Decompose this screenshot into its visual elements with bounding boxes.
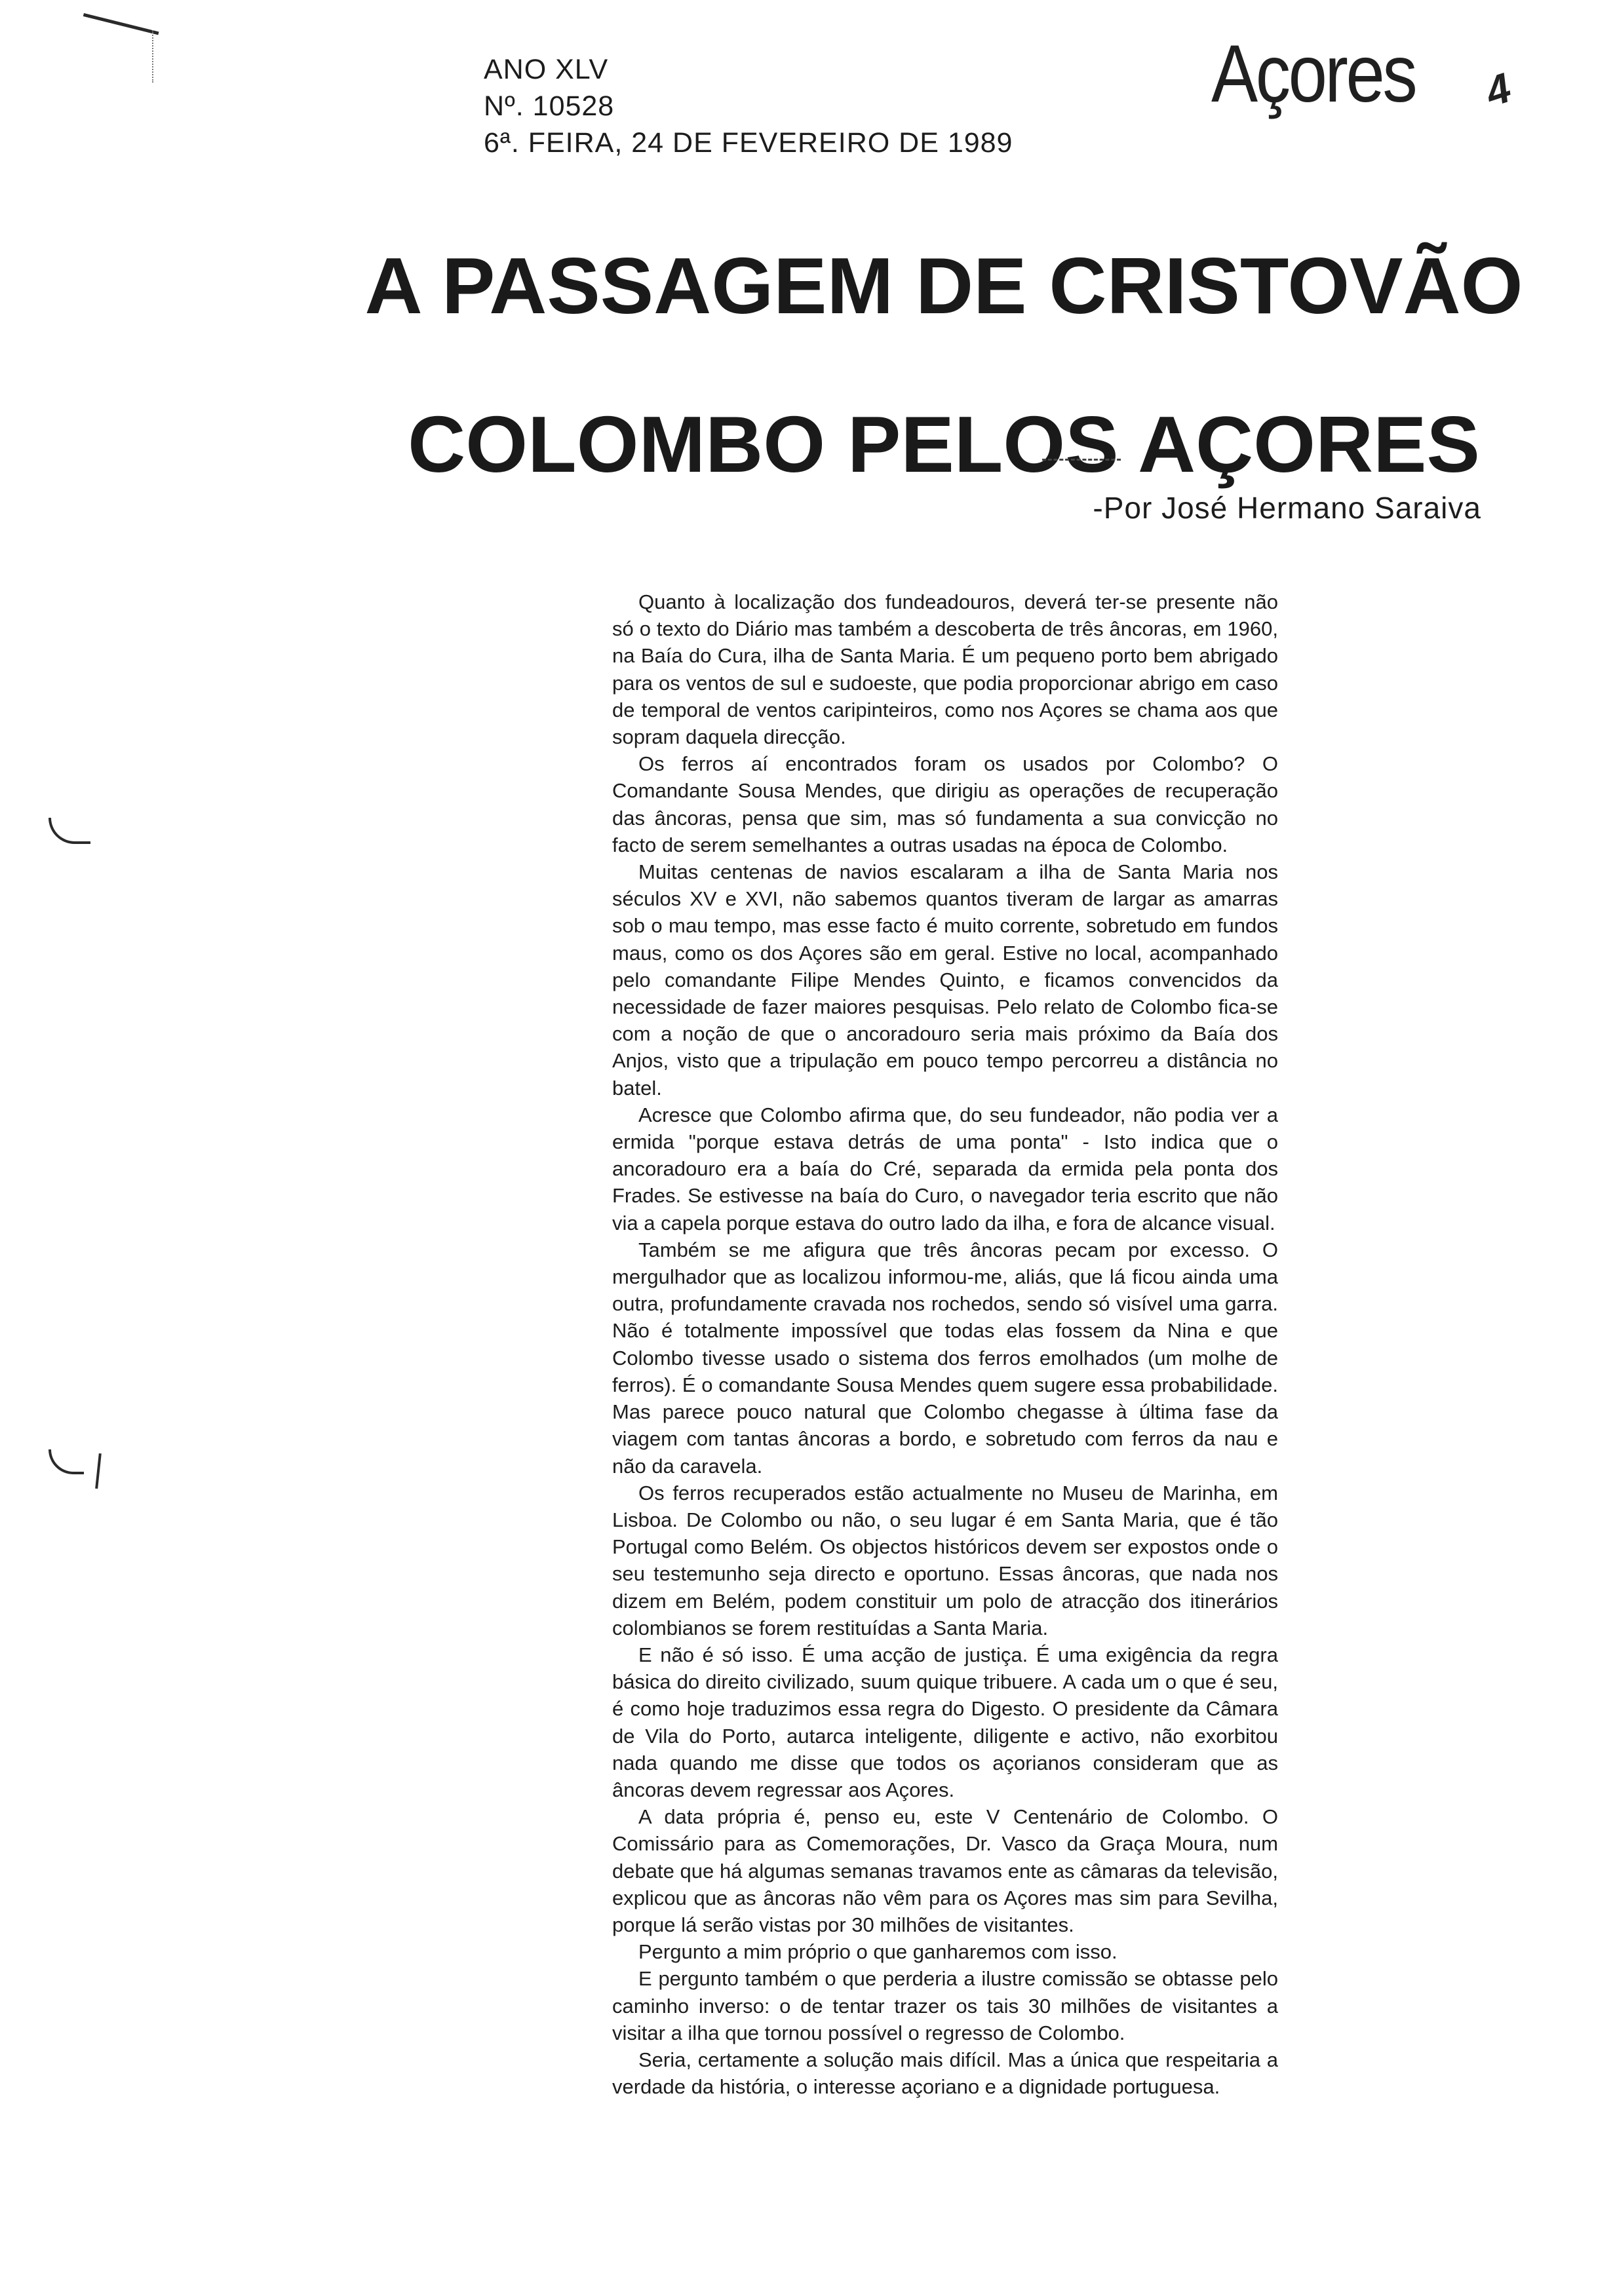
- paragraph: E não é só isso. É uma acção de justiça. É uma exigência da regra básica do direito civilizado, suum quique tribuere. A cada um o que é seu, é como hoje traduzimos essa regra do Digesto. O presidente da Câmara de Vila do Porto, autarca inteligente, diligente e activo, não exorbitou nada quando me disse que todos os açorianos consideram que as âncoras devem regressar aos Açores.: [612, 1643, 1278, 1801]
- binding-mark-left: [49, 818, 90, 844]
- masthead-year: ANO XLV: [484, 54, 609, 85]
- paragraph: A data própria é, penso eu, este V Centenário de Colombo. O Comissário para as Comemorações, Dr. Vasco da Graça Moura, num debate que há algumas semanas travamos ente as câmaras da televisão, explicou que as âncoras não vêm para os Açores mas sim para Sevilha, porque lá serão vistas por 30 milhões de visitantes.: [612, 1805, 1278, 1936]
- paragraph: Pergunto a mim próprio o que ganharemos com isso.: [638, 1940, 1118, 1964]
- paragraph: Quanto à localização dos fundeadouros, deverá ter-se presente não só o texto do Diário mas também a descoberta de três âncoras, em 1960, na Baía do Cura, ilha de Santa Maria. É um pequeno porto bem abrigado para os ventos de sul e sudoeste, que podia proporcionar abrigo em caso de temporal de ventos caripinteiros, como nos Açores se chama aos que sopram daquela direcção.: [612, 590, 1278, 749]
- paragraph: E pergunto também o que perderia a ilustre comissão se obtasse pelo caminho inverso: o de tentar trazer os tais 30 milhões de visitantes a visitar a ilha que tornou possível o regresso de Colombo.: [612, 1967, 1278, 2044]
- article-byline: -Por José Hermano Saraiva: [1093, 491, 1481, 525]
- paragraph: Os ferros recuperados estão actualmente no Museu de Marinha, em Lisboa. De Colombo ou não, o seu lugar é em Santa Maria, que é tão Portugal como Belém. Os objectos históricos devem ser expostos onde o seu testemunho seja directo e oportuno. Essas âncoras, que nada nos dizem em Belém, podem constituir um polo de atracção dos itinerários colombianos se forem restituídas a Santa Maria.: [612, 1481, 1278, 1639]
- masthead-date: 6ª. FEIRA, 24 DE FEVEREIRO DE 1989: [484, 127, 1013, 159]
- article-headline: [354, 206, 1534, 524]
- masthead-info: [484, 51, 1013, 161]
- paragraph: Acresce que Colombo afirma que, do seu fundeador, não podia ver a ermida "porque estava detrás de uma ponta" - Isto indica que o ancoradouro era a baía do Cré, separada da ermida pela ponta dos Frades. Se estivesse na baía do Curo, o navegador teria escrito que não via a capela porque estava do outro lado da ilha, e fora de alcance visual.: [612, 1103, 1278, 1234]
- paragraph: Também se me afigura que três âncoras pecam por excesso. O mergulhador que as localizou informou-me, aliás, que lá ficou ainda uma outra, profundamente cravada nos rochedos, sendo só visível uma garra. Não é totalmente impossível que todas elas fossem da Nina e que Colombo tivesse usado o sistema dos ferros emolhados (um molhe de ferros). É o comandante Sousa Mendes quem sugere essa probabilidade. Mas parece pouco natural que Colombo chegasse à última fase da viagem com tantas âncoras a bordo, e sobretudo com ferros da nau e não da caravela.: [612, 1238, 1278, 1478]
- handwritten-page-mark: 4: [1479, 64, 1517, 116]
- pencil-underline-mark: [1042, 459, 1121, 461]
- binding-mark-left: [95, 1453, 102, 1489]
- paragraph: Seria, certamente a solução mais difícil. Mas a única que respeitaria a verdade da história, o interesse açoriano e a dignidade portuguesa.: [612, 2048, 1278, 2099]
- scan-mark-top: [83, 13, 159, 35]
- headline-line-1: A PASSAGEM DE CRISTOVÃO: [364, 241, 1523, 330]
- paragraph: Os ferros aí encontrados foram os usados por Colombo? O Comandante Sousa Mendes, que dirigiu as operações de recuperação das âncoras, pensa que sim, mas só fundamenta a sua convicção no facto de serem semelhantes a outras usadas na época de Colombo.: [612, 752, 1278, 856]
- headline-line-2: COLOMBO PELOS AÇORES: [408, 400, 1480, 489]
- article-body: [612, 588, 1278, 2100]
- masthead-issue-number: Nº. 10528: [484, 90, 615, 122]
- paragraph: Muitas centenas de navios escalaram a ilha de Santa Maria nos séculos XV e XVI, não sabemos quantos tiveram de largar as amarras sob o mau tempo, mas esse facto é muito corrente, sobretudo em fundos maus, como os dos Açores são em geral. Estive no local, acompanhado pelo comandante Filipe Mendes Quinto, e ficamos convencidos da necessidade de fazer maiores pesquisas. Pelo relato de Colombo fica-se com a noção de que o ancoradouro seria mais próximo da Baía dos Anjos, visto que a tripulação em pouco tempo percorreu a distância no batel.: [612, 860, 1278, 1100]
- binding-mark-left: [49, 1449, 84, 1474]
- scan-mark-dots: [152, 30, 153, 83]
- newspaper-logo: Açores: [1211, 29, 1416, 119]
